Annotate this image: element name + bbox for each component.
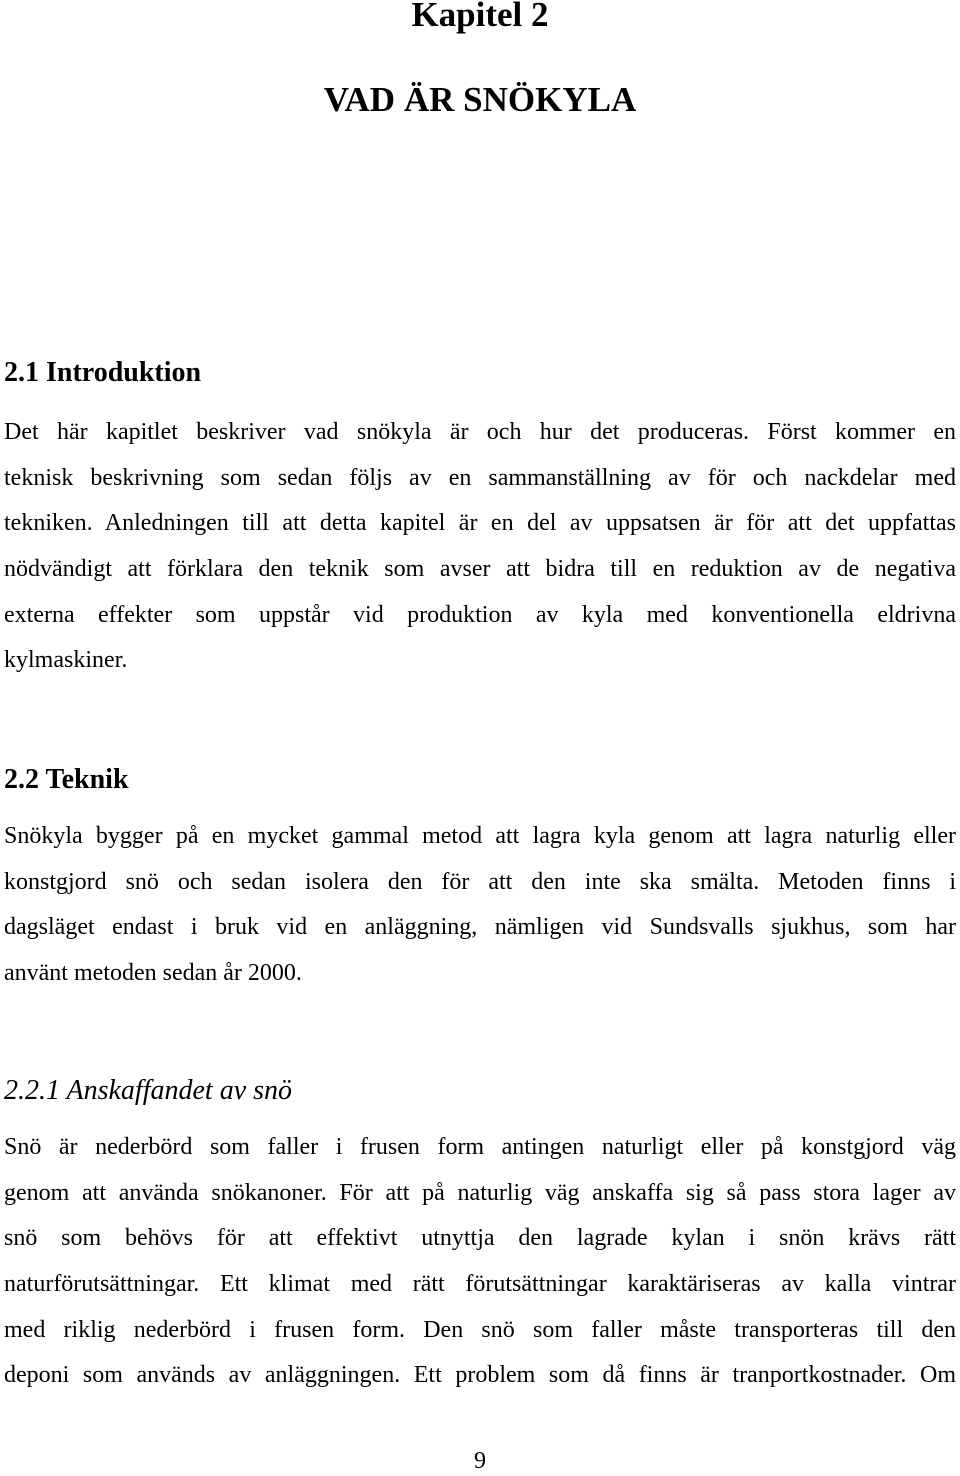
subsection-heading-anskaffandet: 2.2.1 Anskaffandet av snö	[4, 1075, 293, 1106]
text-line: externa effekter som uppstår vid produktion av kyla med konventionella eldrivna	[4, 601, 956, 628]
text-line: konstgjord snö och sedan isolera den för att den inte ska smälta. Metoden finns i	[4, 868, 956, 895]
text-line: kylmaskiner.	[4, 647, 128, 674]
paragraph-teknik	[4, 814, 956, 997]
text-line: teknisk beskrivning som sedan följs av en sammanställning av för och nackdelar med	[4, 464, 956, 491]
text-line: Det här kapitlet beskriver vad snökyla är och hur det produceras. Först kommer en	[4, 419, 956, 445]
text-line: Snökyla bygger på en mycket gammal metod att lagra kyla genom att lagra naturlig eller	[4, 823, 956, 849]
text-line: tekniken. Anledningen till att detta kapitel är en del av uppsatsen är för att det uppfattas	[4, 510, 956, 537]
paragraph-introduktion	[4, 410, 956, 684]
chapter-title: VAD ÄR SNÖKYLA	[323, 80, 637, 119]
paragraph-anskaffandet	[4, 1125, 956, 1399]
text-line: använt metoden sedan år 2000.	[4, 960, 302, 987]
chapter-label: Kapitel 2	[411, 0, 549, 34]
text-line: snö som behövs för att effektivt utnyttja den lagrade kylan i snön krävs rätt	[4, 1225, 956, 1252]
text-line: dagsläget endast i bruk vid en anläggning, nämligen vid Sundsvalls sjukhus, som har	[4, 914, 956, 941]
text-line: Snö är nederbörd som faller i frusen form antingen naturligt eller på konstgjord väg	[4, 1134, 956, 1160]
section-heading-introduktion: 2.1 Introduktion	[4, 357, 202, 388]
text-line: naturförutsättningar. Ett klimat med rätt förutsättningar karaktäriseras av kalla vintrar	[4, 1271, 956, 1298]
text-line: deponi som används av anläggningen. Ett problem som då finns är tranportkostnader. Om	[4, 1362, 956, 1389]
text-line: med riklig nederbörd i frusen form. Den snö som faller måste transporteras till den	[4, 1316, 956, 1343]
text-line: genom att använda snökanoner. För att på naturlig väg anskaffa sig så pass stora lager av	[4, 1179, 956, 1206]
text-line: nödvändigt att förklara den teknik som avser att bidra till en reduktion av de negativa	[4, 556, 956, 583]
section-heading-teknik: 2.2 Teknik	[4, 764, 129, 795]
page-number: 9	[474, 1448, 486, 1474]
